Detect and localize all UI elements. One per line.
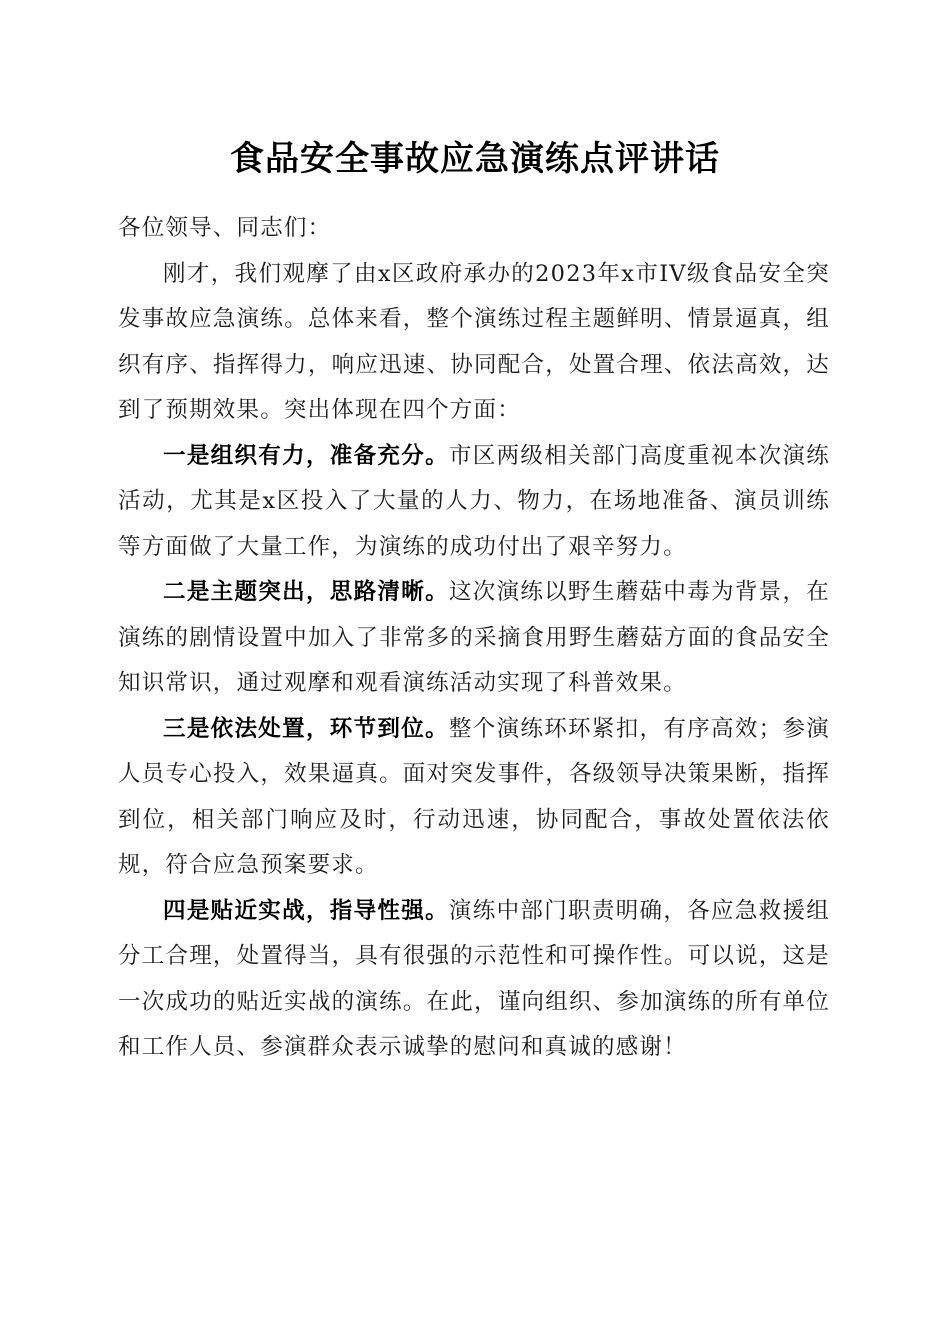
point-paragraph-2 <box>118 570 830 707</box>
point-lead-2: 二是主题突出，思路清晰。 <box>163 579 449 605</box>
document-body <box>118 206 830 1071</box>
point-lead-1: 一是组织有力，准备充分。 <box>163 442 449 469</box>
point-paragraph-1 <box>118 434 830 571</box>
point-lead-4: 四是贴近实战，指导性强。 <box>163 897 449 924</box>
intro-paragraph: 刚才，我们观摩了由x区政府承办的2023年x市IV级食品安全突发事故应急演练。总体来看，整个演练过程主题鲜明、情景逼真，组织有序、指挥得力，响应迅速、协同配合，处置合理、依法高效，达到了预期效果。突出体现在四个方面： <box>118 260 830 423</box>
point-text-4: 演练中部门职责明确，各应急救援组分工合理，处置得当，具有很强的示范性和可操作性。可以说，这是一次成功的贴近实战的演练。在此，谨向组织、参加演练的所有单位和工作人员、参演群众表示诚挚的慰问和真诚的感谢！ <box>118 897 831 1060</box>
point-text-3: 整个演练环环紧扣，有序高效；参演人员专心投入，效果逼真。面对突发事件，各级领导决策果断，指挥到位，相关部门响应及时，行动迅速，协同配合，事故处置依法依规，符合应急预案要求。 <box>118 715 831 878</box>
salutation: 各位领导、同志们： <box>118 215 332 241</box>
point-text-2: 这次演练以野生蘑菇中毒为背景，在演练的剧情设置中加入了非常多的采摘食用野生蘑菇方面的食品安全知识常识，通过观摩和观看演练活动实现了科普效果。 <box>118 579 831 696</box>
point-paragraph-4 <box>118 889 830 1071</box>
point-paragraph-3 <box>118 707 830 889</box>
document-title: 食品安全事故应急演练点评讲话 <box>230 139 720 179</box>
point-lead-3: 三是依法处置，环节到位。 <box>163 715 449 742</box>
point-text-1: 市区两级相关部门高度重视本次演练活动，尤其是x区投入了大量的人力、物力，在场地准备、演员训练等方面做了大量工作，为演练的成功付出了艰辛努力。 <box>118 442 831 560</box>
